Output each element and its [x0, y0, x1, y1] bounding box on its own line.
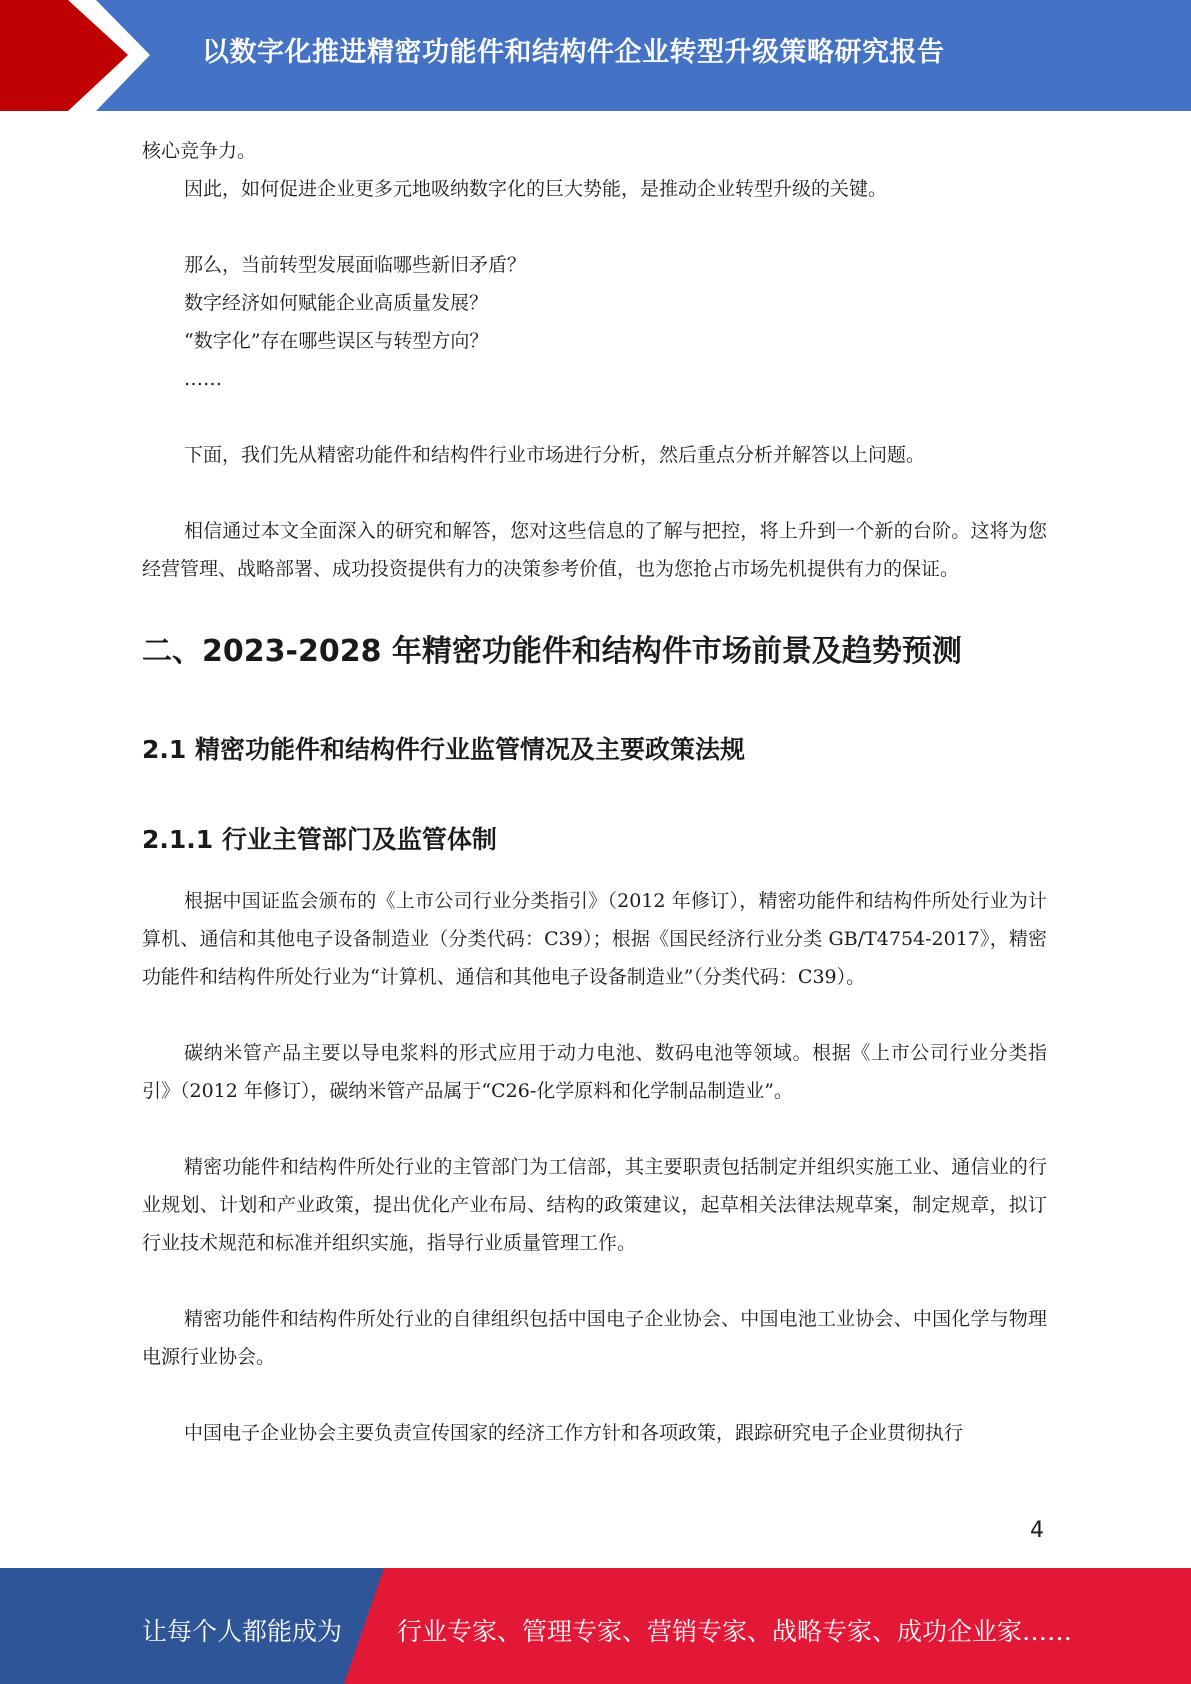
question-line: “数字化”存在哪些误区与转型方向？ — [184, 330, 489, 352]
footer-slogan-left: 让每个人都能成为 — [142, 1617, 343, 1646]
paragraph: 根据中国证监会颁布的《上市公司行业分类指引》（2012 年修订），精密功能件和结构件所处行业为计算机、通信和其他电子设备制造业（分类代码：C39）；根据《国民经济行业分类 GB/T4754-2017》，精密功能件和结构件所处行业为“计算机、通信和其他电子设备制造业”（分类代码：C39）。 — [142, 890, 1047, 988]
paragraph: 中国电子企业协会主要负责宣传国家的经济工作方针和各项政策，跟踪研究电子企业贯彻执行 — [184, 1422, 964, 1444]
paragraph: 碳纳米管产品主要以导电浆料的形式应用于动力电池、数码电池等领域。根据《上市公司行业分类指引》（2012 年修订），碳纳米管产品属于“C26-化学原料和化学制品制造业”。 — [142, 1042, 1047, 1102]
question-line: 数字经济如何赋能企业高质量发展？ — [184, 292, 489, 314]
paragraph: 相信通过本文全面深入的研究和解答，您对这些信息的了解与把控，将上升到一个新的台阶。这将为您经营管理、战略部署、成功投资提供有力的决策参考价值，也为您抢占市场先机提供有力的保证。 — [142, 520, 1047, 580]
paragraph: 因此，如何促进企业更多元地吸纳数字化的巨大势能，是推动企业转型升级的关键。 — [184, 178, 888, 200]
page-footer — [0, 1568, 1191, 1684]
footer-slogan-right: 行业专家、管理专家、营销专家、战略专家、成功企业家…… — [397, 1617, 1073, 1646]
header-arrow-decoration — [0, 0, 170, 111]
question-line: 那么，当前转型发展面临哪些新旧矛盾？ — [184, 254, 527, 276]
document-body — [142, 132, 1047, 1452]
header-title: 以数字化推进精密功能件和结构件企业转型升级策略研究报告 — [202, 37, 945, 68]
paragraph: 核心竞争力。 — [142, 140, 257, 162]
page-number: 4 — [1030, 1518, 1044, 1543]
section-heading: 二、2023-2028 年精密功能件和结构件市场前景及趋势预测 — [142, 634, 962, 669]
ellipsis-line: …… — [184, 368, 222, 390]
subsubsection-heading: 2.1.1 行业主管部门及监管体制 — [142, 825, 497, 854]
subsection-heading: 2.1 精密功能件和结构件行业监管情况及主要政策法规 — [142, 735, 745, 764]
paragraph: 精密功能件和结构件所处行业的自律组织包括中国电子企业协会、中国电池工业协会、中国化学与物理电源行业协会。 — [142, 1308, 1047, 1368]
paragraph: 精密功能件和结构件所处行业的主管部门为工信部，其主要职责包括制定并组织实施工业、通信业的行业规划、计划和产业政策，提出优化产业布局、结构的政策建议，起草相关法律法规草案，制定规章，拟订行业技术规范和标准并组织实施，指导行业质量管理工作。 — [142, 1156, 1047, 1254]
paragraph: 下面，我们先从精密功能件和结构件行业市场进行分析，然后重点分析并解答以上问题。 — [184, 444, 926, 466]
page-header — [0, 0, 1191, 111]
